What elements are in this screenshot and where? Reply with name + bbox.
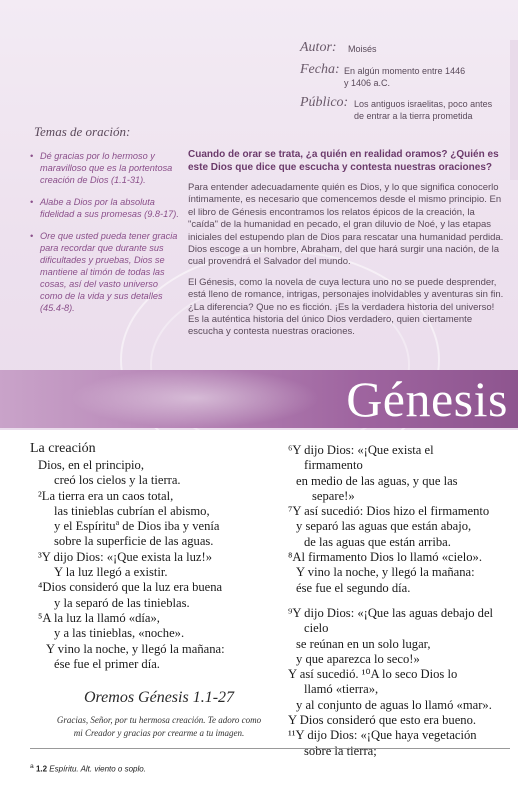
verse-line: Y Dios consideró que esto era bueno. (288, 713, 477, 728)
verse-line: Y vino la noche, y llegó la mañana: (46, 641, 225, 656)
meta-publico (300, 95, 510, 122)
page-edge-tab (510, 40, 518, 180)
intro-paragraph: El Génesis, como la novela de cuya lectura uno no se puede desprender, está lleno de romance, intrigas, personajes inolvidables y aventuras sin fin. ¿La diferencia? Que no es ficción. ¡Es la verdadera historia del universo! Es la auténtica historia del único Dios verdadero, quien ciertamente escucha y contesta nuestras oraciones. (188, 276, 504, 338)
verse-line: ⁸Al firmamento Dios lo llamó «cielo». (288, 550, 482, 565)
meta-autor-value: Moisés (348, 44, 377, 54)
verse-line: Y vino la noche, y llegó la mañana: (296, 565, 475, 580)
footnote-divider (30, 748, 510, 749)
verse-line: ¹¹Y dijo Dios: «¡Que haya vegetación (288, 728, 477, 743)
verse-line: y al conjunto de aguas lo llamó «mar». (296, 697, 492, 712)
list-item (30, 150, 180, 186)
verse-line: y la separó de las tinieblas. (54, 595, 190, 610)
verse-line: de las aguas que están arriba. (304, 534, 451, 549)
stanza-gap (280, 596, 510, 606)
prayer-box-title: Oremos Génesis 1.1-27 (83, 689, 235, 706)
book-metadata (300, 40, 510, 128)
meta-autor (300, 40, 510, 56)
verse-line: cielo (304, 621, 329, 636)
verse-line: y que aparezca lo seco!» (296, 651, 420, 666)
verse-text: de Dios iba y venía (122, 519, 220, 534)
verse-line: llamó «tierra», (304, 682, 379, 697)
verse-line: y a las tinieblas, «noche». (54, 626, 185, 641)
footnote-text: Espíritu. Alt. viento o soplo. (49, 764, 146, 774)
verse-line: ⁵A la luz la llamó «día», (38, 610, 160, 625)
bullet-icon: • (30, 231, 34, 241)
verse-line: ⁴Dios consideró que la luz era buena (38, 580, 223, 595)
verse-line: ³Y dijo Dios: «¡Que exista la luz!» (38, 549, 212, 564)
book-introduction (188, 148, 506, 347)
meta-autor-label: Autor: (300, 40, 337, 55)
verse-line: Y así sucedió. ¹⁰A lo seco Dios lo (288, 667, 458, 682)
prayer-box (54, 688, 264, 739)
footnote (30, 762, 146, 775)
verse-line: ése fue el primer día. (54, 656, 160, 671)
list-item (30, 230, 180, 314)
verse-line: ⁷Y así sucedió: Dios hizo el firmamento (288, 504, 490, 519)
intro-paragraph: Para entender adecuadamente quién es Dios, y lo que significa conocerlo íntimamente, es necesario que comencemos desde el mismo principio. En el libro de Génesis encontramos los relatos épicos de la creación, la "caída" de la humanidad en pecado, el gran diluvio de Noé, y las etapas iniciales del estupendo plan de Dios para rescatar una humanidad perdida. Dios escoge a un hombre, Abraham, del que hará surgir una nación, de la cual provendrá el Salvador del mundo. (188, 182, 504, 268)
verse-line: las tinieblas cubrían el abismo, (54, 503, 210, 518)
section-heading: La creación (30, 441, 96, 456)
prayer-topics-list (30, 150, 180, 324)
verse-line: se reúnan en un solo lugar, (296, 636, 431, 651)
verse-line: firmamento (304, 458, 363, 473)
verse-line (30, 519, 275, 534)
scripture-column-left (30, 440, 275, 672)
meta-publico-label: Público: (300, 95, 349, 110)
verse-line: creó los cielos y la tierra. (54, 473, 181, 488)
verse-line: separe!» (312, 488, 355, 503)
footnote-marker: a (30, 763, 34, 770)
book-title: Génesis (346, 371, 508, 427)
verse-line: ⁹Y dijo Dios: «¡Que las aguas debajo del (288, 605, 494, 620)
verse-line: y separó las aguas que están abajo, (296, 519, 472, 534)
list-item (30, 196, 180, 220)
meta-fecha-label: Fecha: (300, 62, 340, 77)
verse-line: ⁶Y dijo Dios: «¡Que exista el (288, 443, 434, 457)
verse-line: ²La tierra era un caos total, (38, 488, 174, 503)
verse-line: Y la luz llegó a existir. (54, 565, 168, 580)
meta-fecha-value: En algún momento entre 1446 y 1406 a.C. (344, 66, 466, 88)
intro-question: Cuando de orar se trata, ¿a quién en realidad oramos? ¿Quién es este Dios que dice que escucha y contesta nuestras oraciones? (188, 149, 499, 173)
verse-line: en medio de las aguas, y que las (296, 473, 458, 488)
meta-fecha (300, 62, 510, 89)
verse-line: sobre la tierra; (304, 743, 377, 758)
footnote-marker: a (115, 518, 120, 527)
verse-line: ése fue el segundo día. (296, 580, 411, 595)
scripture-column-right (280, 443, 510, 759)
title-band-highlight (70, 368, 320, 428)
verse-text: y el Espíritu (54, 519, 116, 534)
prayer-topic-text: Dé gracias por lo hermoso y maravilloso que es la portentosa creación de Dios (1.1-31). (40, 151, 173, 185)
prayer-box-text: Gracias, Señor, por tu hermosa creación. Te adoro como mi Creador y gracias por crearme a tu imagen. (56, 715, 262, 738)
bullet-icon: • (30, 151, 34, 161)
prayer-topics-title: Temas de oración: (34, 124, 131, 139)
meta-publico-value: Los antiguos israelitas, poco antes de entrar a la tierra prometida (354, 99, 493, 121)
verse-line: sobre la superficie de las aguas. (54, 534, 214, 549)
prayer-topic-text: Alabe a Dios por la absoluta fidelidad a sus promesas (9.8-17). (40, 197, 179, 219)
footnote-reference: 1.2 (35, 764, 48, 774)
verse-line: Dios, en el principio, (38, 458, 144, 472)
prayer-topic-text: Ore que usted pueda tener gracia para recordar que durante sus dificultades y pruebas, Dios se mantiene al timón de todas las cosas, así del vasto universo como de la vida y sus detalles (45.4-8). (40, 231, 178, 313)
bullet-icon: • (30, 197, 34, 207)
